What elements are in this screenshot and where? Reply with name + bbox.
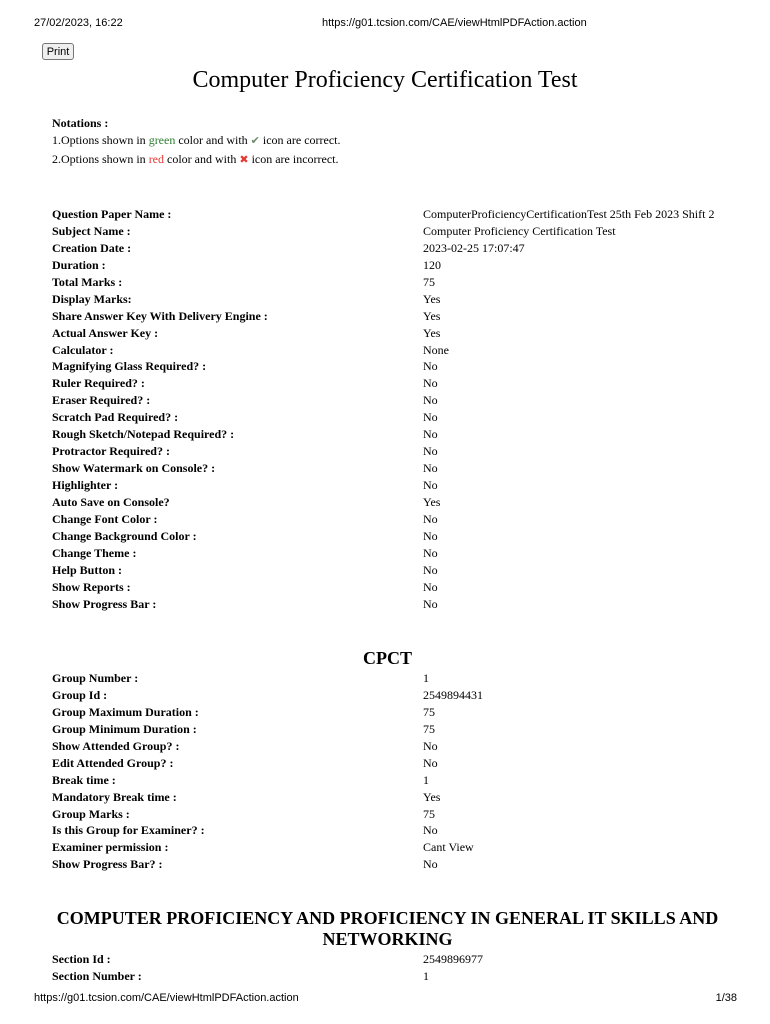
info-row xyxy=(52,291,732,308)
info-row xyxy=(52,721,732,738)
info-row xyxy=(52,528,732,545)
info-row xyxy=(52,342,732,359)
notation-text: 2.Options shown in xyxy=(52,152,149,166)
info-value: No xyxy=(423,359,438,374)
info-row xyxy=(52,772,732,789)
info-value: No xyxy=(423,376,438,391)
info-label: Auto Save on Console? xyxy=(52,494,170,509)
info-row xyxy=(52,579,732,596)
info-value: Cant View xyxy=(423,840,474,855)
info-value: No xyxy=(423,857,438,872)
notations xyxy=(52,115,341,169)
info-label: Change Font Color : xyxy=(52,511,158,526)
info-label: Show Watermark on Console? : xyxy=(52,461,216,476)
info-value: 75 xyxy=(423,806,435,821)
info-label: Change Background Color : xyxy=(52,528,197,543)
info-value: No xyxy=(423,511,438,526)
info-label: Group Marks : xyxy=(52,806,130,821)
info-row xyxy=(52,687,732,704)
info-value: 75 xyxy=(423,721,435,736)
info-value: Computer Proficiency Certification Test xyxy=(423,223,616,238)
paper-info-table xyxy=(52,206,732,613)
info-row xyxy=(52,392,732,409)
info-row xyxy=(52,206,732,223)
info-label: Show Reports : xyxy=(52,579,131,594)
info-row xyxy=(52,443,732,460)
info-label: Show Progress Bar : xyxy=(52,596,157,611)
info-row xyxy=(52,375,732,392)
info-label: Magnifying Glass Required? : xyxy=(52,359,207,374)
notation-text: icon are correct. xyxy=(259,133,341,147)
info-label: Group Number : xyxy=(52,671,139,685)
info-row xyxy=(52,545,732,562)
info-label: Share Answer Key With Delivery Engine : xyxy=(52,308,268,323)
info-row xyxy=(52,358,732,375)
info-row xyxy=(52,822,732,839)
info-label: Mandatory Break time : xyxy=(52,789,177,804)
info-row xyxy=(52,426,732,443)
group-title: CPCT xyxy=(363,648,412,668)
info-value: 2549894431 xyxy=(423,687,483,702)
info-value: 1 xyxy=(423,772,429,787)
info-row xyxy=(52,670,732,687)
info-label: Eraser Required? : xyxy=(52,393,151,408)
info-value: 75 xyxy=(423,704,435,719)
info-label: Rough Sketch/Notepad Required? : xyxy=(52,427,235,442)
notations-heading: Notations : xyxy=(52,116,109,130)
info-label: Highlighter : xyxy=(52,478,119,492)
info-label: Calculator : xyxy=(52,342,114,357)
section-info-table xyxy=(52,951,732,985)
info-value: No xyxy=(423,528,438,543)
notation-text: color and with xyxy=(164,152,240,166)
info-label: Actual Answer Key : xyxy=(52,325,159,340)
notation-text: icon are incorrect. xyxy=(248,152,339,166)
info-value: No xyxy=(423,393,438,408)
info-label: Change Theme : xyxy=(52,545,137,560)
info-row xyxy=(52,409,732,426)
info-label: Section Id : xyxy=(52,952,111,966)
info-row xyxy=(52,856,732,873)
info-value: No xyxy=(423,444,438,459)
info-label: Scratch Pad Required? : xyxy=(52,410,179,425)
info-label: Creation Date : xyxy=(52,240,132,255)
info-label: Duration : xyxy=(52,257,106,272)
info-value: No xyxy=(423,755,438,770)
info-row xyxy=(52,755,732,772)
info-label: Ruler Required? : xyxy=(52,376,145,391)
red-word: red xyxy=(148,152,165,166)
info-value: Yes xyxy=(423,291,441,306)
info-value: No xyxy=(423,596,438,611)
green-word: green xyxy=(148,133,176,147)
notation-text: 1.Options shown in xyxy=(52,133,149,147)
info-row xyxy=(52,477,732,494)
info-label: Section Number : xyxy=(52,968,142,983)
info-row xyxy=(52,704,732,721)
info-label: Show Progress Bar? : xyxy=(52,857,163,872)
info-value: No xyxy=(423,461,438,476)
group-info-table xyxy=(52,670,732,873)
info-row xyxy=(52,951,732,968)
page-number: 1/38 xyxy=(715,992,737,1004)
info-value: Yes xyxy=(423,789,441,804)
info-value: Yes xyxy=(423,494,441,509)
info-row xyxy=(52,308,732,325)
info-row xyxy=(52,738,732,755)
info-value: Yes xyxy=(423,325,441,340)
info-label: Show Attended Group? : xyxy=(52,738,180,753)
info-value: No xyxy=(423,410,438,425)
info-row xyxy=(52,789,732,806)
info-label: Question Paper Name : xyxy=(52,207,172,221)
info-value: No xyxy=(423,738,438,753)
info-row xyxy=(52,460,732,477)
info-value: None xyxy=(423,342,449,357)
info-label: Break time : xyxy=(52,772,116,787)
print-datetime: 27/02/2023, 16:22 xyxy=(34,17,123,29)
page-title: Computer Proficiency Certification Test xyxy=(192,67,578,93)
info-row xyxy=(52,839,732,856)
info-label: Is this Group for Examiner? : xyxy=(52,823,205,838)
info-value: 1 xyxy=(423,671,429,685)
info-label: Group Minimum Duration : xyxy=(52,721,197,736)
info-value: 2023-02-25 17:07:47 xyxy=(423,240,525,255)
info-label: Group Id : xyxy=(52,687,108,702)
info-value: No xyxy=(423,545,438,560)
info-label: Protractor Required? : xyxy=(52,444,170,459)
info-label: Edit Attended Group? : xyxy=(52,755,174,770)
info-row xyxy=(52,511,732,528)
info-row xyxy=(52,240,732,257)
info-value: 75 xyxy=(423,274,435,289)
info-row xyxy=(52,806,732,823)
info-value: 2549896977 xyxy=(423,952,483,966)
info-row xyxy=(52,968,732,985)
info-row xyxy=(52,562,732,579)
info-value: 1 xyxy=(423,968,429,983)
info-row xyxy=(52,325,732,342)
notation-incorrect xyxy=(52,150,341,169)
info-value: 120 xyxy=(423,257,441,272)
info-label: Display Marks: xyxy=(52,291,132,306)
info-label: Examiner permission : xyxy=(52,840,169,855)
notation-correct xyxy=(52,131,341,150)
info-value: Yes xyxy=(423,308,441,323)
info-row xyxy=(52,223,732,240)
info-value: No xyxy=(423,562,438,577)
info-row xyxy=(52,596,732,613)
info-label: Total Marks : xyxy=(52,274,123,289)
info-label: Help Button : xyxy=(52,562,123,577)
info-row xyxy=(52,274,732,291)
info-value: No xyxy=(423,823,438,838)
info-row xyxy=(52,257,732,274)
info-value: No xyxy=(423,427,438,442)
info-label: Group Maximum Duration : xyxy=(52,704,199,719)
info-label: Subject Name : xyxy=(52,223,131,238)
info-value: ComputerProficiencyCertificationTest 25th Feb 2023 Shift 2 xyxy=(423,207,715,221)
cross-icon: ✖ xyxy=(239,154,249,166)
footer-url: https://g01.tcsion.com/CAE/viewHtmlPDFAction.action xyxy=(34,992,299,1004)
info-value: No xyxy=(423,579,438,594)
info-row xyxy=(52,494,732,511)
notation-text: color and with xyxy=(175,133,251,147)
print-button[interactable]: Print xyxy=(42,43,74,60)
header-url: https://g01.tcsion.com/CAE/viewHtmlPDFAction.action xyxy=(322,17,587,29)
section-title: COMPUTER PROFICIENCY AND PROFICIENCY IN GENERAL IT SKILLS AND NETWORKING xyxy=(56,908,719,949)
info-value: No xyxy=(423,478,438,492)
check-icon: ✔ xyxy=(250,135,260,147)
